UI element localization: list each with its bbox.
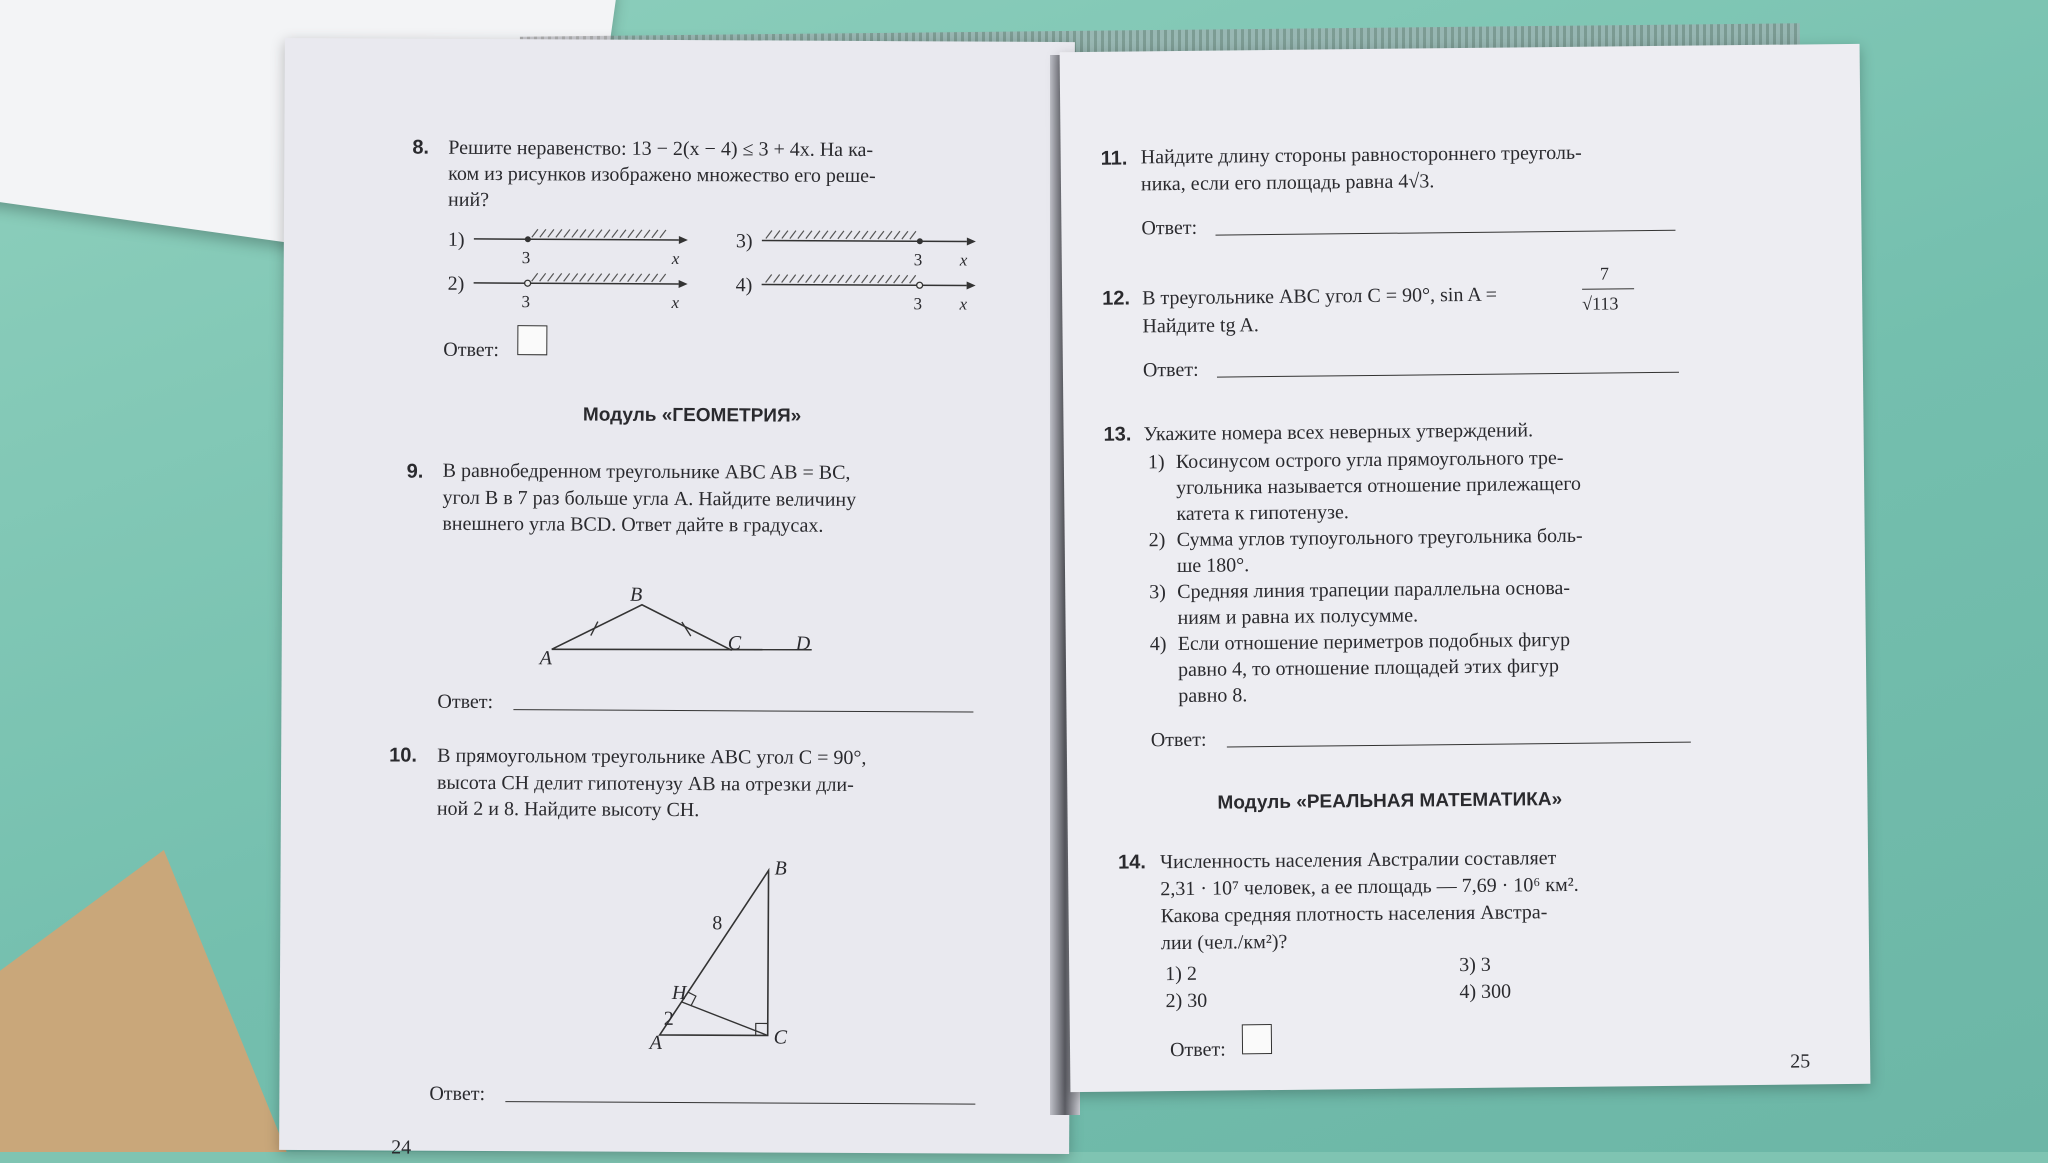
q13-item2-line2: ше 180°. xyxy=(1176,554,1250,578)
q9-text-line1: В равнобедренном треугольнике ABC AB = BC, xyxy=(442,459,851,484)
q8-text-line3: ний? xyxy=(448,188,490,212)
q14-option3[interactable]: 3) 3 xyxy=(1459,953,1491,977)
q14-option4[interactable]: 4) 300 xyxy=(1459,980,1512,1004)
q10-label-h: H xyxy=(671,981,687,1005)
q13-item4-line3: равно 8. xyxy=(1178,684,1248,708)
left-page-number: 24 xyxy=(391,1136,412,1159)
q13-item1-line2: угольника называется отношение прилежащего xyxy=(1176,472,1582,500)
q11-text-line1: Найдите длину стороны равностороннего треуголь- xyxy=(1140,141,1582,169)
q13-intro: Укажите номера всех неверных утверждений. xyxy=(1143,419,1534,446)
q14-text-line4: лии (чел./км²)? xyxy=(1160,930,1288,955)
q13-number: 13. xyxy=(1103,423,1132,446)
q10-answer-line[interactable] xyxy=(505,1101,975,1104)
q13-item4-line1: Если отношение периметров подобных фигур xyxy=(1177,628,1571,656)
q13-item4-line2: равно 4, то отношение площадей этих фигур xyxy=(1177,655,1560,682)
q8-option3-point-label: 3 xyxy=(913,250,923,270)
real-math-module-title: Модуль «РЕАЛЬНАЯ МАТЕМАТИКА» xyxy=(1217,788,1563,814)
q9-label-c: C xyxy=(727,632,742,655)
q8-option1-point-label: 3 xyxy=(521,248,531,268)
q9-label-b: B xyxy=(629,583,643,606)
q13-item3-line1: Средняя линия трапеции параллельна основа- xyxy=(1177,576,1571,604)
q8-option3-label: 3) xyxy=(735,230,753,253)
q8-option2-axis-label: x xyxy=(671,292,680,313)
right-page xyxy=(1060,44,1871,1092)
q9-label-a: A xyxy=(539,647,552,670)
q13-item1-line1: Косинусом острого угла прямоугольного тре- xyxy=(1175,446,1564,474)
q10-label-b: B xyxy=(774,857,787,880)
q8-option2-point-label: 3 xyxy=(521,292,531,312)
q8-option4-axis-label: x xyxy=(959,294,968,314)
q10-answer-label: Ответ: xyxy=(429,1082,486,1106)
q10-text-line3: ной 2 и 8. Найдите высоту CH. xyxy=(436,797,700,822)
q14-text-line2: 2,31 · 10⁷ человек, а ее площадь — 7,69 · 10⁶ км². xyxy=(1160,873,1579,901)
q11-number: 11. xyxy=(1100,147,1128,170)
q12-number: 12. xyxy=(1102,287,1131,310)
q12-answer-line[interactable] xyxy=(1217,372,1679,378)
q9-number: 9. xyxy=(406,460,424,483)
q12-fraction-numerator: 7 xyxy=(1599,263,1610,284)
q14-answer-box[interactable] xyxy=(1242,1024,1272,1054)
q8-option1-axis-label: x xyxy=(671,248,680,269)
q12-fraction-denominator: √113 xyxy=(1582,293,1619,314)
q8-answer-box[interactable] xyxy=(517,325,547,355)
q10-text-line1: В прямоугольном треугольнике ABC угол C = 90°, xyxy=(437,744,867,769)
q8-option2-numberline[interactable] xyxy=(473,273,703,324)
q8-option4-label: 4) xyxy=(735,274,753,297)
right-page-number: 25 xyxy=(1790,1050,1811,1073)
q10-label-a: A xyxy=(649,1031,662,1054)
q9-answer-line[interactable] xyxy=(513,709,973,712)
q13-item3-label: 3) xyxy=(1149,581,1167,604)
q8-text-line1: Решите неравенство: 13 − 2(x − 4) ≤ 3 + 4x. На ка- xyxy=(448,136,874,162)
q11-answer-label: Ответ: xyxy=(1141,216,1198,240)
q9-text-line3: внешнего угла BCD. Ответ дайте в градусах. xyxy=(442,512,824,537)
q13-item2-line1: Сумма углов тупоугольного треугольника боль- xyxy=(1176,524,1583,552)
q9-answer-label: Ответ: xyxy=(437,690,494,714)
q8-option1-label: 1) xyxy=(447,228,465,251)
q10-label-8: 8 xyxy=(712,912,723,935)
q10-label-c: C xyxy=(773,1026,788,1049)
q12-text-line1: В треугольнике ABC угол C = 90°, sin A = xyxy=(1142,283,1498,310)
q10-label-2: 2 xyxy=(663,1007,674,1030)
q14-option1[interactable]: 1) 2 xyxy=(1165,962,1198,986)
q11-answer-line[interactable] xyxy=(1215,230,1675,236)
q9-text-line2: угол B в 7 раз больше угла A. Найдите величину xyxy=(442,486,857,511)
q8-option4-numberline[interactable] xyxy=(761,274,991,325)
q13-item4-label: 4) xyxy=(1149,633,1167,656)
q8-text-line2: ком из рисунков изображено множество его реше- xyxy=(448,162,876,188)
q13-item3-line2: ниям и равна их полусумме. xyxy=(1177,604,1419,630)
q8-number: 8. xyxy=(412,136,430,159)
q14-number: 14. xyxy=(1117,851,1146,874)
q11-text-line2: ника, если его площадь равна 4√3. xyxy=(1140,170,1435,196)
q13-answer-line[interactable] xyxy=(1227,742,1691,748)
left-page xyxy=(279,38,1075,1159)
q12-answer-label: Ответ: xyxy=(1142,358,1199,382)
q8-answer-label: Ответ: xyxy=(443,338,500,362)
q9-label-d: D xyxy=(795,632,811,655)
q13-item2-label: 2) xyxy=(1148,529,1166,552)
q12-text-line2: Найдите tg A. xyxy=(1142,314,1259,338)
q10-number: 10. xyxy=(389,744,418,767)
q14-text-line3: Какова средняя плотность населения Австра- xyxy=(1160,901,1548,928)
geometry-module-title: Модуль «ГЕОМЕТРИЯ» xyxy=(582,404,802,427)
q8-option2-label: 2) xyxy=(447,272,465,295)
q14-text-line1: Численность населения Австралии составляет xyxy=(1159,847,1557,874)
q8-option4-point-label: 3 xyxy=(913,294,923,314)
q13-item1-line3: катета к гипотенузе. xyxy=(1176,501,1349,526)
q10-text-line2: высота CH делит гипотенузу AB на отрезки дли- xyxy=(436,771,854,796)
q14-answer-label: Ответ: xyxy=(1169,1038,1226,1062)
q14-option2[interactable]: 2) 30 xyxy=(1165,989,1208,1013)
q13-item1-label: 1) xyxy=(1147,451,1165,474)
q8-option3-axis-label: x xyxy=(959,250,968,270)
q13-answer-label: Ответ: xyxy=(1150,728,1207,752)
